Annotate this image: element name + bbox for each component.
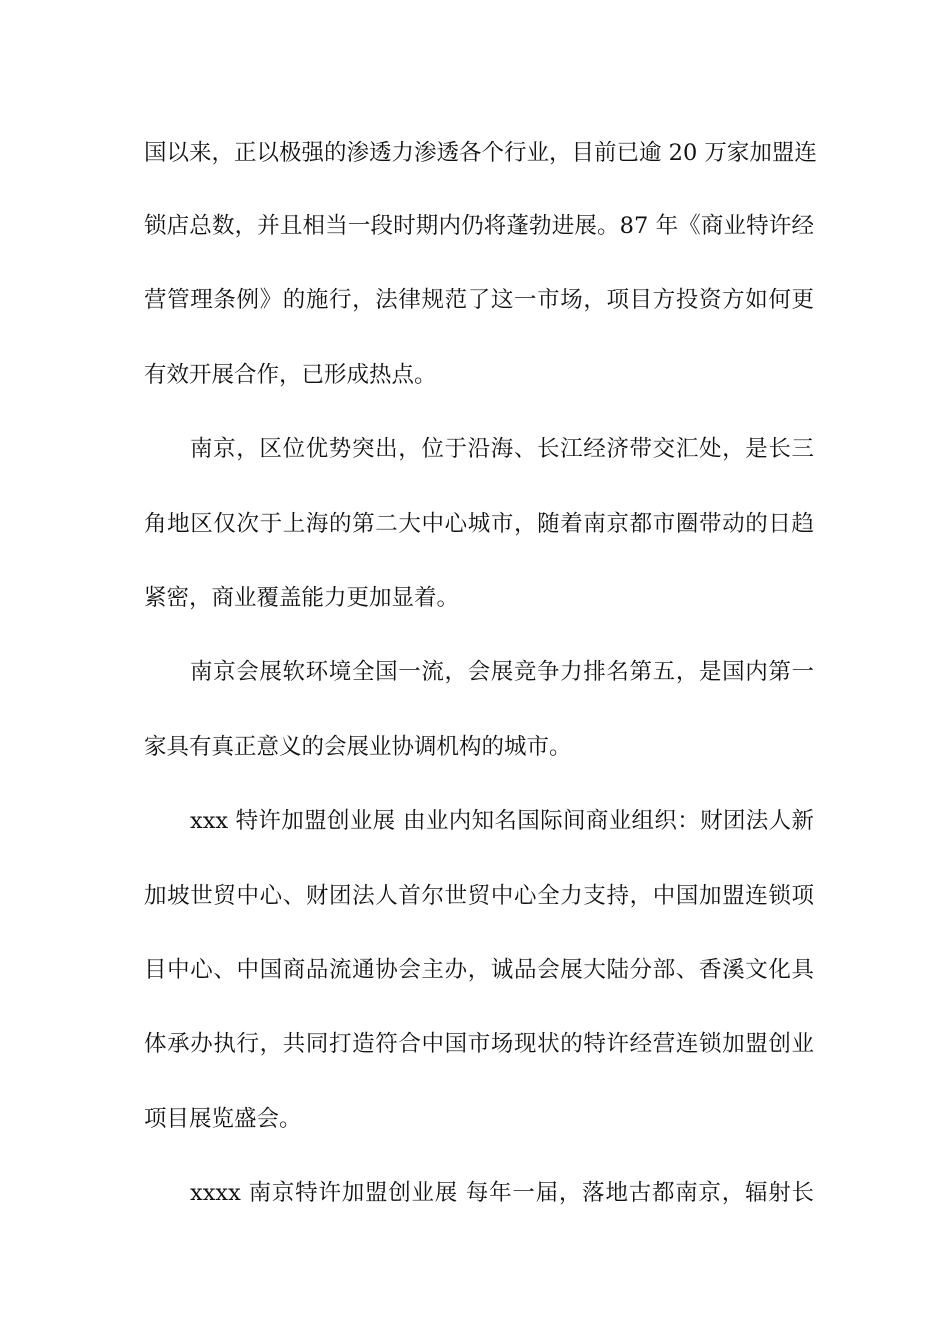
text-line: 南京，区位优势突出，位于沿海、长江经济带交汇处，是长三 (190, 436, 814, 462)
text-line: 家具有真正意义的会展业协调机构的城市。 (144, 734, 572, 760)
text-line: 国以来，正以极强的渗透力渗透各个行业，目前已逾 20 万家加盟连 (144, 140, 817, 166)
text-line: 加坡世贸中心、财团法人首尔世贸中心全力支持，中国加盟连锁项 (144, 883, 814, 909)
text-line: 项目展览盛会。 (144, 1106, 302, 1132)
text-line: xxx 特许加盟创业展 由业内知名国际间商业组织：财团法人新 (190, 808, 814, 834)
text-line: 目中心、中国商品流通协会主办，诚品会展大陆分部、香溪文化具 (144, 957, 814, 983)
text-line: 体承办执行，共同打造符合中国市场现状的特许经营连锁加盟创业 (144, 1031, 814, 1057)
text-line: 锁店总数，并且相当一段时期内仍将蓬勃进展。87 年《商业特许经 (144, 213, 814, 239)
text-line: 南京会展软环境全国一流，会展竞争力排名第五，是国内第一 (190, 659, 814, 685)
text-line: xxxx 南京特许加盟创业展 每年一届，落地古都南京，辐射长 (190, 1180, 814, 1206)
text-line: 营管理条例》的施行，法律规范了这一市场，项目方投资方如何更 (144, 287, 814, 313)
text-line: 有效开展合作，已形成热点。 (144, 362, 437, 388)
text-line: 角地区仅次于上海的第二大中心城市，随着南京都市圈带动的日趋 (144, 511, 814, 537)
text-line: 紧密，商业覆盖能力更加显着。 (144, 585, 460, 611)
